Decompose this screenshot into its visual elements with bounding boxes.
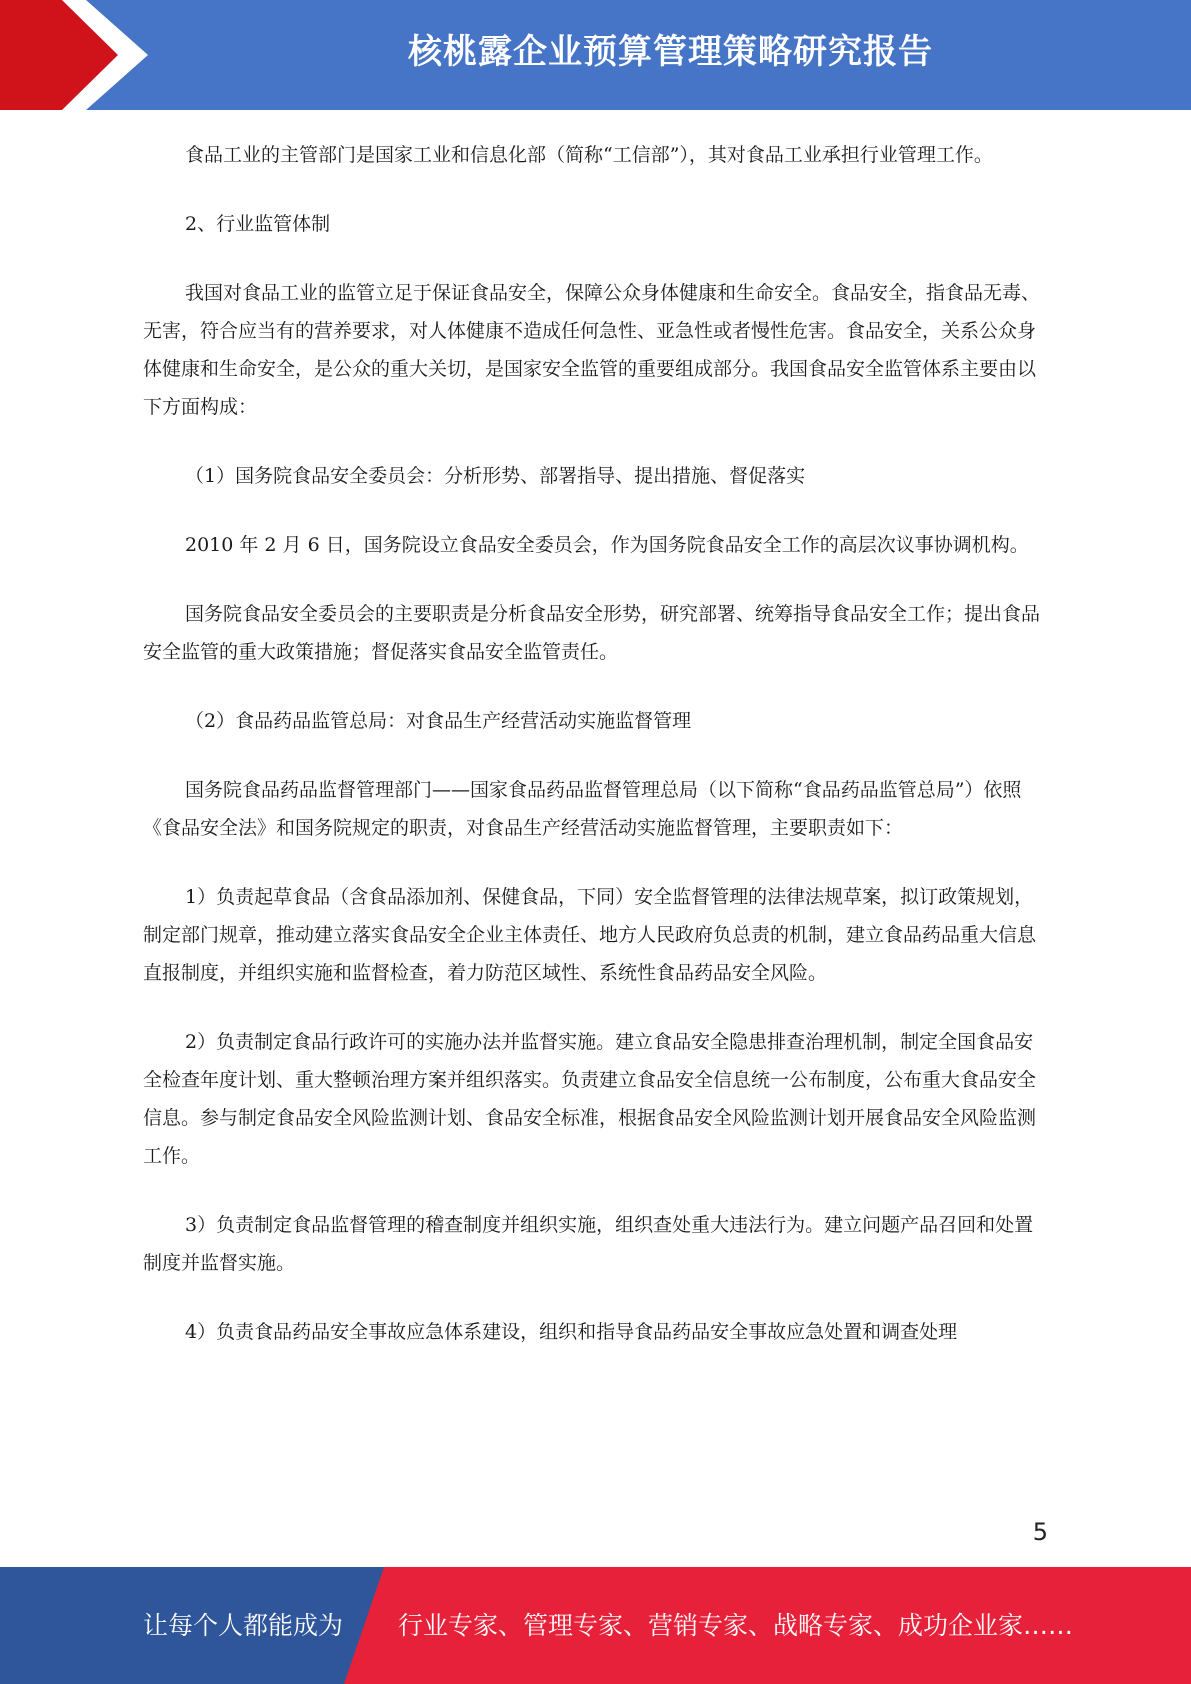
subsection-heading: （1）国务院食品安全委员会：分析形势、部署指导、提出措施、督促落实: [185, 465, 806, 487]
list-item: 2）负责制定食品行政许可的实施办法并监督实施。建立食品安全隐患排查治理机制，制定全国食品安全检查年度计划、重大整顿治理方案并组织落实。负责建立食品安全信息统一公布制度，公布重大食品安全信息。参与制定食品安全风险监测计划、食品安全标准，根据食品安全风险监测计划开展食品安全风险监测工作。: [143, 1031, 1037, 1167]
list-item: 4）负责食品药品安全事故应急体系建设，组织和指导食品药品安全事故应急处置和调查处理: [185, 1321, 958, 1343]
footer-slogan-left: 让每个人都能成为: [143, 1611, 344, 1640]
page-number: 5: [1032, 1518, 1048, 1546]
chevron-arrow-icon: [0, 0, 160, 110]
paragraph: 国务院食品药品监督管理部门——国家食品药品监督管理总局（以下简称“食品药品监管总局”）依照《食品安全法》和国务院规定的职责，对食品生产经营活动实施监督管理，主要职责如下：: [143, 779, 1022, 839]
paragraph: 2010 年 2 月 6 日，国务院设立食品安全委员会，作为国务院食品安全工作的高层次议事协调机构。: [185, 534, 1029, 556]
list-item: 1）负责起草食品（含食品添加剂、保健食品，下同）安全监督管理的法律法规草案，拟订政策规划，制定部门规章，推动建立落实食品安全企业主体责任、地方人民政府负总责的机制，建立食品药品重大信息直报制度，并组织实施和监督检查，着力防范区域性、系统性食品药品安全风险。: [143, 886, 1037, 984]
section-heading: 2、行业监管体制: [185, 213, 331, 235]
footer-slogan-right: 行业专家、管理专家、营销专家、战略专家、成功企业家……: [398, 1611, 1074, 1640]
header-banner: [0, 0, 1191, 110]
subsection-heading: （2）食品药品监管总局：对食品生产经营活动实施监督管理: [185, 710, 692, 732]
paragraph: 国务院食品安全委员会的主要职责是分析食品安全形势，研究部署、统筹指导食品安全工作；提出食品安全监管的重大政策措施；督促落实食品安全监管责任。: [143, 603, 1041, 663]
list-item: 3）负责制定食品监督管理的稽查制度并组织实施，组织查处重大违法行为。建立问题产品召回和处置制度并监督实施。: [143, 1214, 1034, 1274]
report-title: 核桃露企业预算管理策略研究报告: [408, 32, 933, 72]
footer-banner: [0, 1567, 1191, 1684]
document-body: [143, 136, 1049, 1382]
paragraph: 我国对食品工业的监管立足于保证食品安全，保障公众身体健康和生命安全。食品安全，指食品无毒、无害，符合应当有的营养要求，对人体健康不造成任何急性、亚急性或者慢性危害。食品安全，关系公众身体健康和生命安全，是公众的重大关切，是国家安全监管的重要组成部分。我国食品安全监管体系主要由以下方面构成：: [143, 282, 1041, 418]
paragraph: 食品工业的主管部门是国家工业和信息化部（简称“工信部”），其对食品工业承担行业管理工作。: [185, 144, 993, 166]
